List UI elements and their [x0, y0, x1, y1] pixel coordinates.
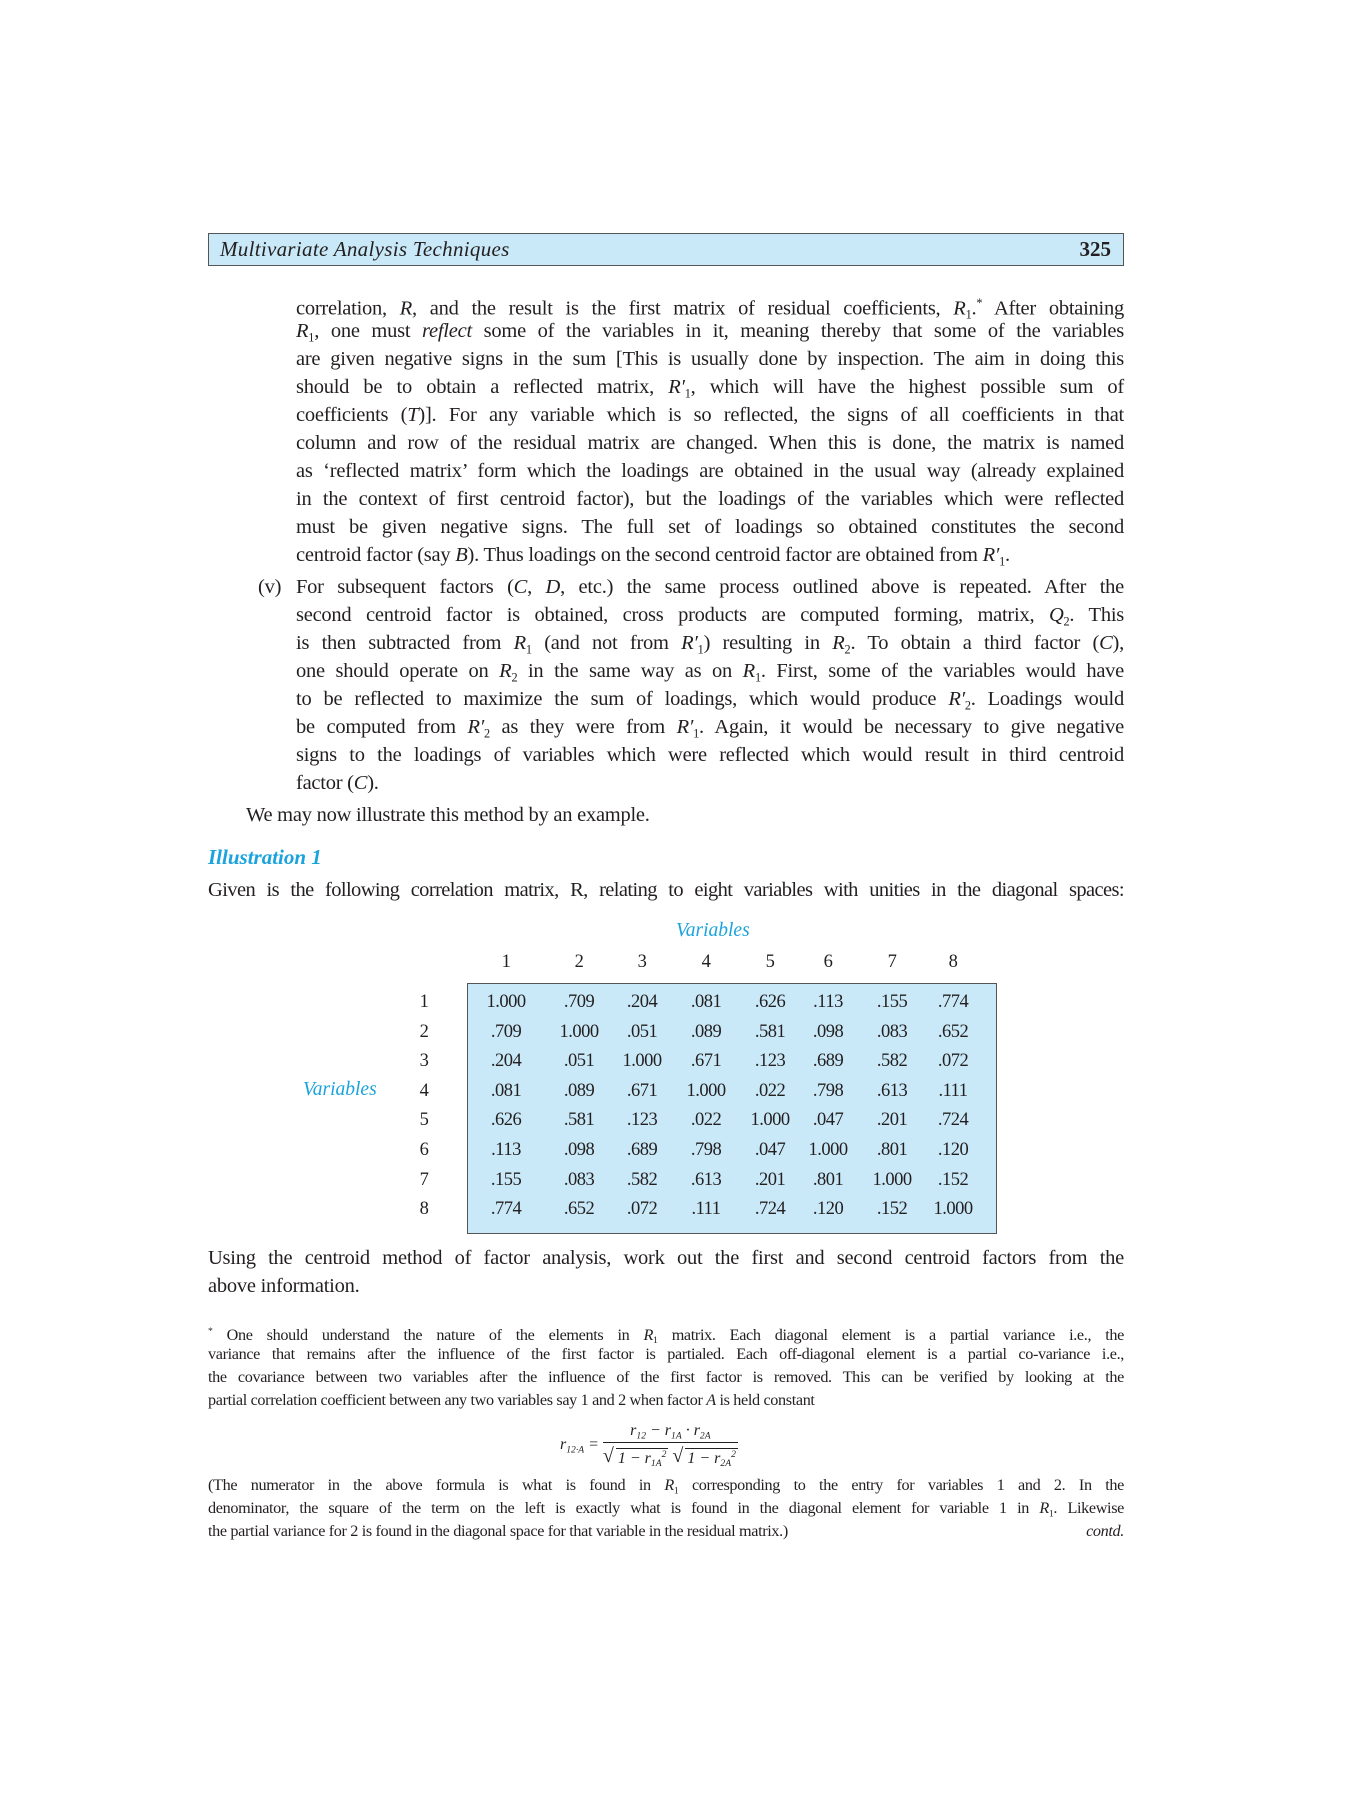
- text-line: [296, 601, 1124, 629]
- column-header: 7: [887, 952, 897, 972]
- matrix-cell: .801: [876, 1140, 908, 1160]
- text-run: the partial variance for 2 is found in the diagonal space for that variable in the residual matrix.): [208, 1522, 788, 1540]
- footnote: [208, 1320, 1124, 1412]
- superscript: *: [208, 1326, 213, 1337]
- matrix-cell: .113: [491, 1140, 521, 1160]
- text-run: to be reflected to maximize the sum of loadings, which would produce: [296, 688, 949, 710]
- text-run: 1 −: [617, 1449, 645, 1467]
- subscript: 1: [1048, 1508, 1054, 1520]
- matrix-cell: .083: [876, 1021, 908, 1042]
- text-line: [208, 1497, 1124, 1520]
- sqrt-symbol: √: [672, 1445, 684, 1468]
- text-run: , and the result is the first matrix of residual coefficients,: [412, 297, 954, 320]
- text-run: ·: [681, 1422, 694, 1439]
- italic-symbol: R: [399, 297, 413, 320]
- example-intro: [246, 801, 650, 829]
- column-header: 3: [637, 952, 647, 972]
- matrix-cell: .072: [937, 1051, 969, 1072]
- text-run: . Loadings would: [970, 688, 1124, 710]
- item-label: (v): [258, 576, 282, 598]
- subscript: 1: [693, 726, 700, 741]
- text-line: [296, 373, 1124, 401]
- matrix-cell: .155: [490, 1169, 522, 1190]
- italic-symbol: Q: [1048, 604, 1064, 626]
- paragraph-item-v: [296, 573, 1124, 797]
- matrix-cell: .123: [754, 1051, 786, 1072]
- example-intro-text: We may now illustrate this method by an example.: [246, 804, 650, 826]
- text-run: in the same way as on: [517, 660, 743, 682]
- italic-symbol: R′: [681, 632, 698, 654]
- illustration-title: Illustration 1: [208, 845, 322, 869]
- matrix-cell: .582: [876, 1051, 908, 1072]
- text-run: )]. For any variable which is so reflected, the signs of all coefficients in that: [418, 404, 1124, 426]
- column-header: 8: [948, 952, 958, 972]
- subscript: 12·A: [566, 1444, 585, 1456]
- subscript: 2: [483, 726, 490, 741]
- text-line: [208, 1244, 1124, 1272]
- italic-symbol: r: [693, 1422, 700, 1439]
- text-line: [296, 345, 1124, 373]
- italic-symbol: r: [664, 1422, 672, 1439]
- italic-symbol: C: [353, 772, 368, 794]
- text-run: . To obtain a third factor (: [850, 632, 1100, 654]
- contd-note: [1070, 1520, 1124, 1543]
- contd-text: contd.: [1086, 1522, 1124, 1540]
- italic-symbol: R: [1039, 1499, 1049, 1517]
- italic-symbol: R′: [668, 376, 685, 398]
- text-run: ) resulting in: [703, 632, 833, 654]
- superscript: 2: [661, 1448, 667, 1460]
- text-line: [208, 1343, 1124, 1366]
- text-line: [296, 429, 1124, 457]
- matrix-row-axis-label: Variables: [303, 1079, 377, 1100]
- text-run: above information.: [208, 1275, 360, 1297]
- matrix-cell: .798: [812, 1080, 844, 1101]
- matrix-cell: .626: [754, 992, 786, 1012]
- text-run: ).: [367, 772, 379, 794]
- matrix-cell: 1.000: [486, 992, 526, 1012]
- subscript: 2: [511, 670, 518, 685]
- text-run: variance that remains after the influence of the first factor is partialed. Each off-diagonal element is a partial co-variance i.e.,: [208, 1345, 1124, 1363]
- text-line: [296, 573, 1124, 601]
- superscript: *: [976, 296, 983, 310]
- column-header: 6: [823, 952, 833, 972]
- italic-symbol: R: [742, 660, 755, 682]
- given-text: [208, 876, 1124, 904]
- text-run: . Again, it would be necessary to give negative: [699, 716, 1124, 738]
- text-run: correlation,: [296, 297, 400, 320]
- matrix-column-axis-label: Variables: [676, 920, 750, 941]
- italic-symbol: r: [560, 1435, 567, 1453]
- text-run: ,: [527, 576, 546, 598]
- text-run: as they were from: [489, 716, 677, 738]
- text-run: column and row of the residual matrix are changed. When this is done, the matrix is named: [296, 432, 1124, 454]
- running-title: Multivariate Analysis Techniques: [220, 237, 510, 261]
- text-run: centroid factor (say: [296, 544, 456, 566]
- italic-symbol: reflect: [422, 320, 472, 342]
- text-line: [296, 685, 1124, 713]
- matrix-cell: .581: [754, 1021, 786, 1042]
- matrix-cell: .098: [812, 1021, 844, 1042]
- text-run: second centroid factor is obtained, cross products are computed forming, matrix,: [296, 604, 1049, 626]
- matrix-cell: .083: [563, 1169, 595, 1190]
- matrix-cell: .047: [754, 1140, 786, 1160]
- italic-symbol: T: [407, 404, 419, 426]
- subscript: 12: [636, 1430, 646, 1442]
- text-run: −: [645, 1422, 665, 1439]
- text-run: the covariance between two variables after the influence of the first factor is removed. This can be verified by looking at the: [208, 1368, 1124, 1386]
- italic-symbol: r: [714, 1449, 721, 1467]
- text-run: signs to the loadings of variables which were reflected which would result in third centroid: [296, 744, 1124, 766]
- formula-lhs: [560, 1435, 603, 1456]
- italic-symbol: r: [630, 1422, 637, 1439]
- subscript: 1A: [671, 1430, 682, 1442]
- text-run: as ‘reflected matrix’ form which the loadings are obtained in the usual way (already explained: [296, 460, 1124, 482]
- text-run: 1 −: [687, 1449, 715, 1467]
- subscript: 1: [754, 670, 761, 685]
- row-header: 3: [419, 1051, 429, 1072]
- text-run: ),: [1112, 632, 1124, 654]
- subscript: 1: [308, 330, 315, 345]
- italic-symbol: R: [643, 1325, 654, 1344]
- italic-symbol: R′: [982, 544, 1000, 566]
- text-run: . Likewise: [1053, 1499, 1124, 1517]
- text-run: in the context of first centroid factor), but the loadings of the variables which were reflected: [296, 488, 1124, 510]
- question-paragraph: [208, 1244, 1124, 1300]
- text-run: be computed from: [296, 716, 468, 738]
- matrix-cell: .724: [754, 1199, 786, 1220]
- footnote-explanation: [208, 1474, 1124, 1543]
- row-header: 4: [419, 1080, 429, 1101]
- italic-symbol: A: [706, 1391, 716, 1409]
- matrix-cell: 1.000: [872, 1169, 912, 1190]
- italic-symbol: C: [513, 576, 528, 598]
- matrix-cell: .581: [563, 1110, 595, 1131]
- formula-numerator: [603, 1422, 738, 1443]
- matrix-cell: .152: [876, 1199, 908, 1220]
- matrix-cell: .111: [938, 1080, 968, 1101]
- text-line: [296, 657, 1124, 685]
- matrix-cell: .613: [876, 1080, 908, 1101]
- matrix-cell: 1.000: [686, 1080, 726, 1101]
- partial-correlation-formula: [560, 1422, 738, 1469]
- text-run: denominator, the square of the term on the left is exactly what is found in the diagonal element for variable 1 in: [208, 1499, 1040, 1517]
- matrix-cell: .089: [690, 1021, 722, 1042]
- text-line: [208, 1320, 1124, 1347]
- superscript: 2: [731, 1448, 736, 1460]
- subscript: 2: [844, 642, 851, 657]
- matrix-cell: .123: [626, 1110, 658, 1131]
- text-line: [208, 1520, 1124, 1543]
- matrix-cell: .155: [876, 992, 908, 1012]
- text-run: One should understand the nature of the elements in: [212, 1325, 644, 1344]
- text-line: [208, 1366, 1124, 1389]
- matrix-cell: .081: [490, 1080, 522, 1101]
- text-run: ). Thus loadings on the second centroid factor are obtained from: [467, 544, 983, 566]
- text-run: is then subtracted from: [296, 632, 514, 654]
- matrix-cell: 1.000: [808, 1140, 848, 1160]
- text-run: =: [584, 1435, 603, 1453]
- row-header: 6: [419, 1140, 429, 1160]
- text-line: [208, 1389, 1124, 1412]
- formula-denominator: [603, 1443, 738, 1468]
- sqrt-symbol: √: [602, 1445, 614, 1468]
- matrix-cell: .671: [626, 1080, 658, 1101]
- matrix-cell: .204: [626, 992, 658, 1012]
- italic-symbol: R: [832, 632, 845, 654]
- row-header: 1: [419, 992, 429, 1012]
- text-line: [208, 1272, 1124, 1300]
- italic-symbol: R: [296, 320, 309, 342]
- text-run: some of the variables in it, meaning thereby that some of the variables: [471, 320, 1124, 342]
- italic-symbol: R: [664, 1476, 674, 1494]
- text-run: , which will have the highest possible sum of: [690, 376, 1124, 398]
- italic-symbol: D: [545, 576, 561, 598]
- matrix-cell: 1.000: [622, 1051, 662, 1072]
- text-line: [296, 401, 1124, 429]
- running-header: [208, 233, 1124, 266]
- matrix-cell: .709: [563, 992, 595, 1012]
- matrix-cell: .201: [754, 1169, 786, 1190]
- matrix-cell: .709: [490, 1021, 522, 1042]
- italic-symbol: R: [499, 660, 512, 682]
- text-run: must be given negative signs. The full set of loadings so obtained constitutes the second: [296, 516, 1124, 538]
- italic-symbol: R′: [676, 716, 694, 738]
- text-line: [296, 769, 1124, 797]
- text-run: matrix. Each diagonal element is a partial variance i.e., the: [657, 1325, 1124, 1344]
- text-run: For subsequent factors (: [296, 576, 514, 598]
- row-header: 5: [419, 1110, 429, 1131]
- subscript: 2: [1063, 614, 1070, 629]
- subscript: 1: [697, 642, 704, 657]
- text-line: [296, 485, 1124, 513]
- matrix-cell: .724: [937, 1110, 969, 1131]
- text-run: partial correlation coefficient between any two variables say 1 and 2 when factor: [208, 1391, 707, 1409]
- subscript: 1: [684, 386, 691, 401]
- text-run: coefficients (: [296, 404, 408, 426]
- text-run: factor (: [296, 772, 354, 794]
- matrix-cell: .613: [690, 1169, 722, 1190]
- column-header: 2: [574, 952, 584, 972]
- matrix-cell: .047: [812, 1110, 844, 1131]
- matrix-cell: .120: [812, 1199, 844, 1220]
- matrix-cell: .582: [626, 1169, 658, 1190]
- row-header: 2: [419, 1021, 429, 1042]
- text-line: [208, 1474, 1124, 1497]
- italic-symbol: R′: [948, 688, 965, 710]
- subscript: 2A: [699, 1430, 711, 1442]
- text-run: . This: [1069, 604, 1124, 626]
- item-v-label: [258, 573, 281, 601]
- matrix-cell: .689: [626, 1140, 658, 1160]
- subscript: 1: [999, 554, 1006, 569]
- matrix-cell: .120: [937, 1140, 969, 1160]
- page-number: 325: [1079, 237, 1111, 261]
- text-line: [296, 513, 1124, 541]
- matrix-cell: .022: [690, 1110, 722, 1131]
- italic-symbol: R: [953, 297, 966, 320]
- text-run: . First, some of the variables would have: [760, 660, 1125, 682]
- italic-symbol: C: [1099, 632, 1113, 654]
- matrix-cell: .774: [490, 1199, 522, 1220]
- text-run: one should operate on: [296, 660, 500, 682]
- formula-den-term-1: [616, 1448, 669, 1469]
- text-line: [296, 289, 1125, 322]
- matrix-cell: .801: [812, 1169, 844, 1190]
- subscript: 1A: [650, 1457, 662, 1469]
- text-run: corresponding to the entry for variables 1 and 2. In the: [678, 1476, 1125, 1494]
- given-text-line: Given is the following correlation matrix, R, relating to eight variables with unities in the diagonal spaces:: [208, 879, 1124, 901]
- text-line: [296, 713, 1124, 741]
- column-header: 4: [701, 952, 711, 972]
- text-line: [296, 317, 1124, 345]
- subscript: 2: [964, 698, 971, 713]
- text-run: .: [971, 297, 977, 320]
- matrix-cell: .113: [813, 992, 843, 1012]
- text-run: are given negative signs in the sum [This is usually done by inspection. The aim in doing this: [296, 348, 1124, 370]
- subscript: 1: [965, 307, 972, 322]
- formula-fraction: [603, 1422, 738, 1469]
- italic-symbol: R: [513, 632, 526, 654]
- column-header: 1: [501, 952, 511, 972]
- matrix-cell: 1.000: [933, 1199, 973, 1220]
- italic-symbol: B: [455, 544, 468, 566]
- text-line: [296, 629, 1124, 657]
- matrix-cell: .111: [691, 1199, 721, 1220]
- matrix-cell: 1.000: [559, 1021, 599, 1042]
- matrix-cell: .204: [490, 1051, 522, 1072]
- matrix-cell: .798: [690, 1140, 722, 1160]
- text-run: , one must: [314, 320, 423, 342]
- matrix-cell: .051: [626, 1021, 658, 1042]
- formula-den-term-2: [685, 1448, 738, 1469]
- matrix-cell: 1.000: [750, 1110, 790, 1131]
- text-run: , etc.) the same process outlined above is repeated. After the: [560, 576, 1124, 598]
- subscript: 1: [653, 1335, 658, 1347]
- matrix-cell: .689: [812, 1051, 844, 1072]
- matrix-cell: .051: [563, 1051, 595, 1072]
- text-line: [296, 741, 1124, 769]
- matrix-cell: .072: [626, 1199, 658, 1220]
- text-run: After obtaining: [982, 297, 1125, 320]
- paragraph-iv-continued: [296, 289, 1124, 569]
- text-run: Using the centroid method of factor analysis, work out the first and second centroid factors from the: [208, 1247, 1124, 1269]
- text-run: should be to obtain a reflected matrix,: [296, 376, 669, 398]
- matrix-cell: .774: [937, 992, 969, 1012]
- matrix-cell: .089: [563, 1080, 595, 1101]
- text-line: [296, 541, 1124, 569]
- matrix-cell: .201: [876, 1110, 908, 1131]
- subscript: 2A: [720, 1457, 732, 1469]
- matrix-cell: .098: [563, 1140, 595, 1160]
- row-header: 7: [419, 1169, 429, 1190]
- matrix-cell: .081: [690, 992, 722, 1012]
- text-run: (and not from: [531, 632, 682, 654]
- matrix-cell: .652: [937, 1021, 969, 1042]
- italic-symbol: r: [644, 1449, 651, 1467]
- subscript: 1: [673, 1485, 679, 1497]
- matrix-cell: .626: [490, 1110, 522, 1131]
- matrix-cell: .022: [754, 1080, 786, 1101]
- matrix-cell: .652: [563, 1199, 595, 1220]
- text-run: (The numerator in the above formula is what is found in: [208, 1476, 665, 1494]
- row-header: 8: [419, 1199, 429, 1220]
- subscript: 1: [525, 642, 532, 657]
- matrix-cell: .671: [690, 1051, 722, 1072]
- italic-symbol: R′: [467, 716, 484, 738]
- text-run: .: [1005, 544, 1010, 566]
- text-run: is held constant: [715, 1391, 815, 1409]
- text-line: [296, 457, 1124, 485]
- matrix-cell: .152: [937, 1169, 969, 1190]
- column-header: 5: [765, 952, 775, 972]
